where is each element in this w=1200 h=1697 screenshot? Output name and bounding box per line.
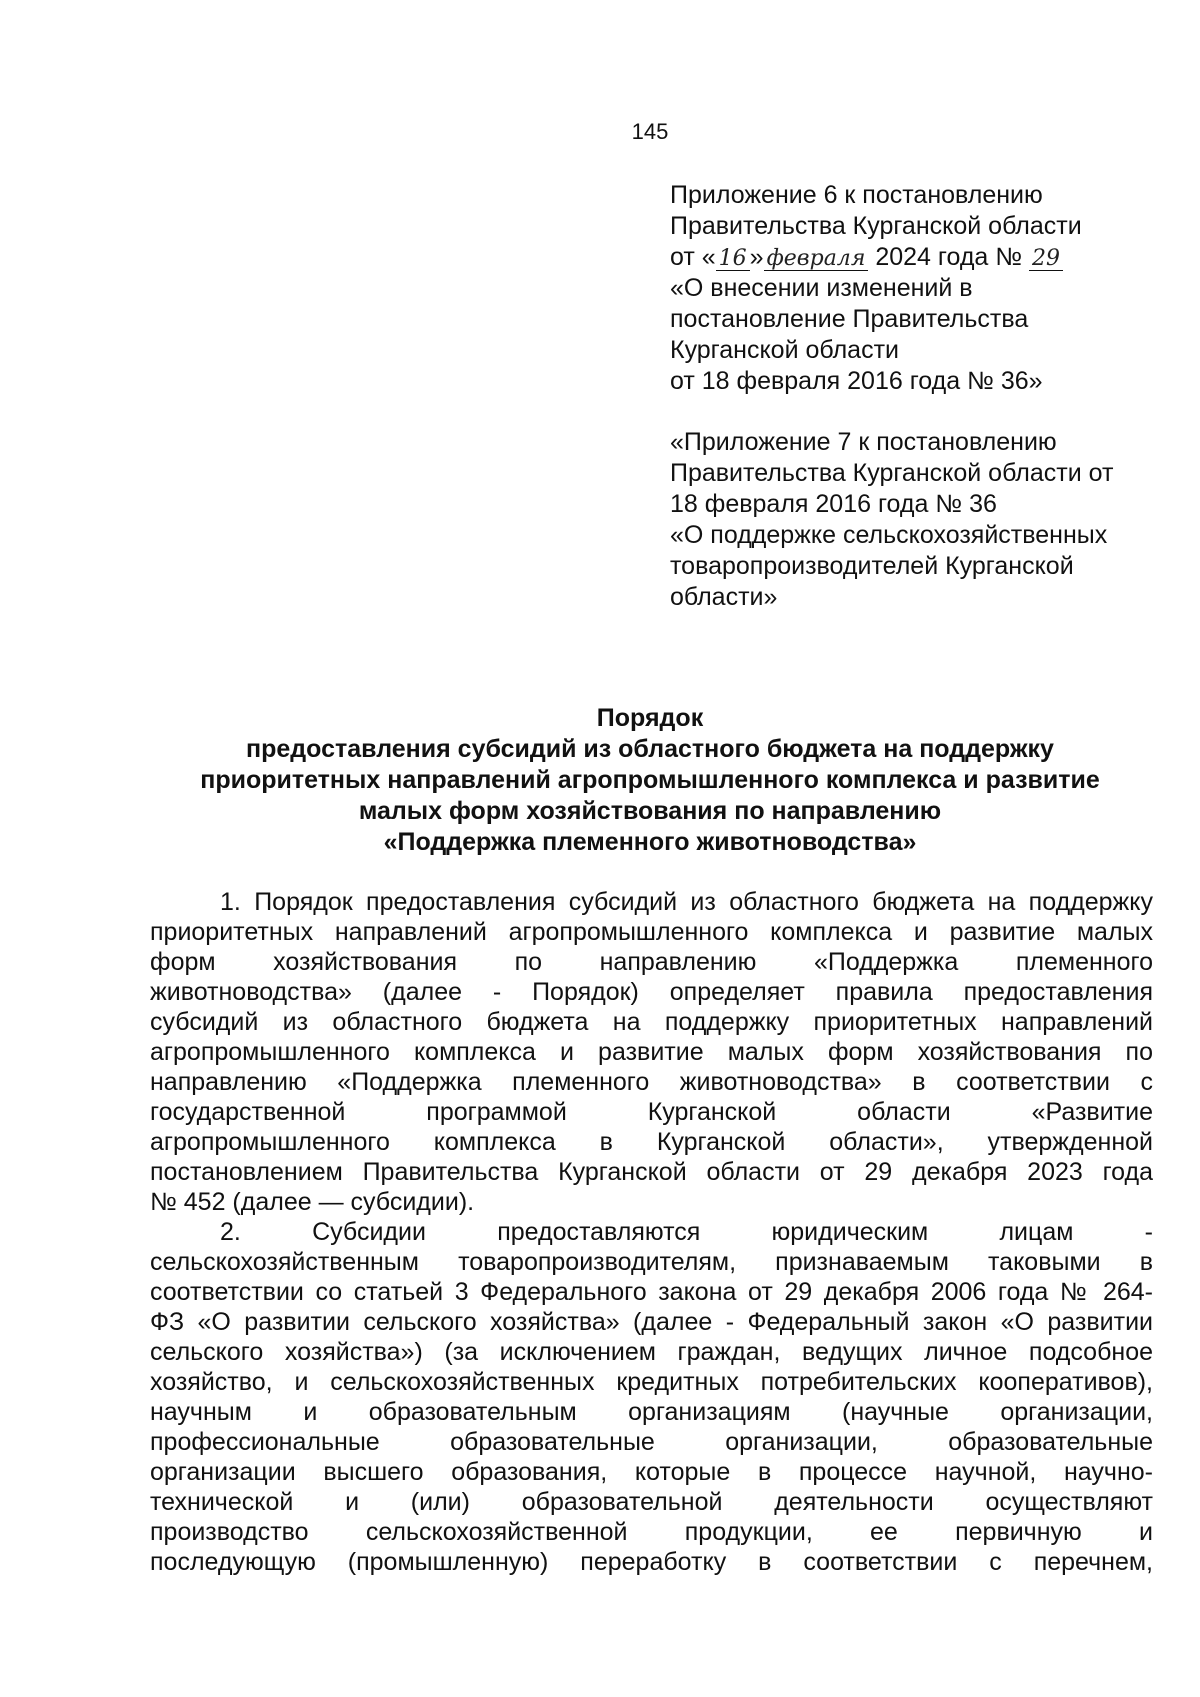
body-line: профессиональные образовательные организации, образовательные: [150, 1428, 1153, 1456]
body-line: последующую (промышленную) переработку в соответствии с перечнем,: [150, 1548, 1153, 1576]
body-line: приоритетных направлений агропромышленного комплекса и развитие малых: [150, 918, 1153, 946]
handwritten-day: 16: [716, 248, 750, 271]
appendix-line: товаропроизводителей Курганской: [670, 552, 1074, 580]
body-line: субсидий из областного бюджета на поддержку приоритетных направлений: [150, 1008, 1153, 1036]
body-line: агропромышленного комплекса и развитие малых форм хозяйствования по: [150, 1038, 1153, 1066]
body-line: животноводства» (далее - Порядок) определяет правила предоставления: [150, 978, 1153, 1006]
body-line: сельскохозяйственным товаропроизводителям, признаваемым таковыми в: [150, 1248, 1153, 1276]
body-line: научным и образовательным организациям (научные организации,: [150, 1398, 1153, 1426]
body-line: форм хозяйствования по направлению «Поддержка племенного: [150, 948, 1153, 976]
body-line: организации высшего образования, которые в процессе научной, научно-: [150, 1458, 1153, 1486]
body-line: ФЗ «О развитии сельского хозяйства» (далее - Федеральный закон «О развитии: [150, 1308, 1153, 1336]
appendix-6-header: [670, 180, 1140, 397]
body-line: постановлением Правительства Курганской области от 29 декабря 2023 года: [150, 1158, 1153, 1186]
body-line: направлению «Поддержка племенного животноводства» в соответствии с: [150, 1068, 1153, 1096]
appendix-line: Курганской области: [670, 336, 900, 364]
appendix-line: Правительства Курганской области от: [670, 459, 1114, 487]
title-line: Порядок: [596, 704, 704, 732]
body-line: № 452 (далее — субсидии).: [150, 1188, 475, 1216]
body-line: производство сельскохозяйственной продукции, ее первичную и: [150, 1518, 1153, 1546]
appendix-line: Правительства Курганской области: [670, 212, 1082, 240]
body-line: технической и (или) образовательной деятельности осуществляют: [150, 1488, 1153, 1516]
body-text: [150, 887, 1153, 1577]
appendix-line: постановление Правительства: [670, 305, 1029, 333]
date-prefix: от «: [670, 243, 716, 271]
body-line: 1. Порядок предоставления субсидий из областного бюджета на поддержку: [220, 888, 1153, 916]
appendix-7-header: [670, 427, 1140, 613]
date-mid: »: [749, 243, 764, 271]
body-line: 2. Субсидии предоставляются юридическим лицам -: [220, 1218, 1153, 1246]
paragraph-2: [150, 1217, 1153, 1577]
appendix-line: 18 февраля 2016 года № 36: [670, 490, 997, 518]
body-line: хозяйство, и сельскохозяйственных кредитных потребительских кооперативов),: [150, 1368, 1153, 1396]
appendix-line: «О поддержке сельскохозяйственных: [670, 521, 1108, 549]
appendix-line: «Приложение 7 к постановлению: [670, 428, 1057, 456]
appendix-date-line: [670, 242, 1140, 273]
title-line: предоставления субсидий из областного бюджета на поддержку: [246, 735, 1054, 763]
appendix-line: области»: [670, 583, 778, 611]
body-line: государственной программой Курганской области «Развитие: [150, 1098, 1153, 1126]
handwritten-number: 29: [1029, 248, 1063, 271]
title-line: малых форм хозяйствования по направлению: [358, 797, 942, 825]
body-line: соответствии со статьей 3 Федерального закона от 29 декабря 2006 года № 264-: [150, 1278, 1153, 1306]
body-line: агропромышленного комплекса в Курганской области», утвержденной: [150, 1128, 1153, 1156]
title-line: приоритетных направлений агропромышленного комплекса и развитие: [200, 766, 1100, 794]
paragraph-1: [150, 887, 1153, 1217]
appendix-line: «О внесении изменений в: [670, 274, 973, 302]
handwritten-month: февраля: [764, 248, 869, 271]
body-line: сельского хозяйства») (за исключением граждан, ведущих личное подсобное: [150, 1338, 1153, 1366]
date-suffix: 2024 года №: [868, 243, 1030, 271]
page-number: 145: [631, 119, 669, 144]
document-title: [0, 703, 1200, 858]
appendix-line: от 18 февраля 2016 года № 36»: [670, 367, 1043, 395]
appendix-line: Приложение 6 к постановлению: [670, 181, 1043, 209]
title-line: «Поддержка племенного животноводства»: [383, 828, 917, 856]
